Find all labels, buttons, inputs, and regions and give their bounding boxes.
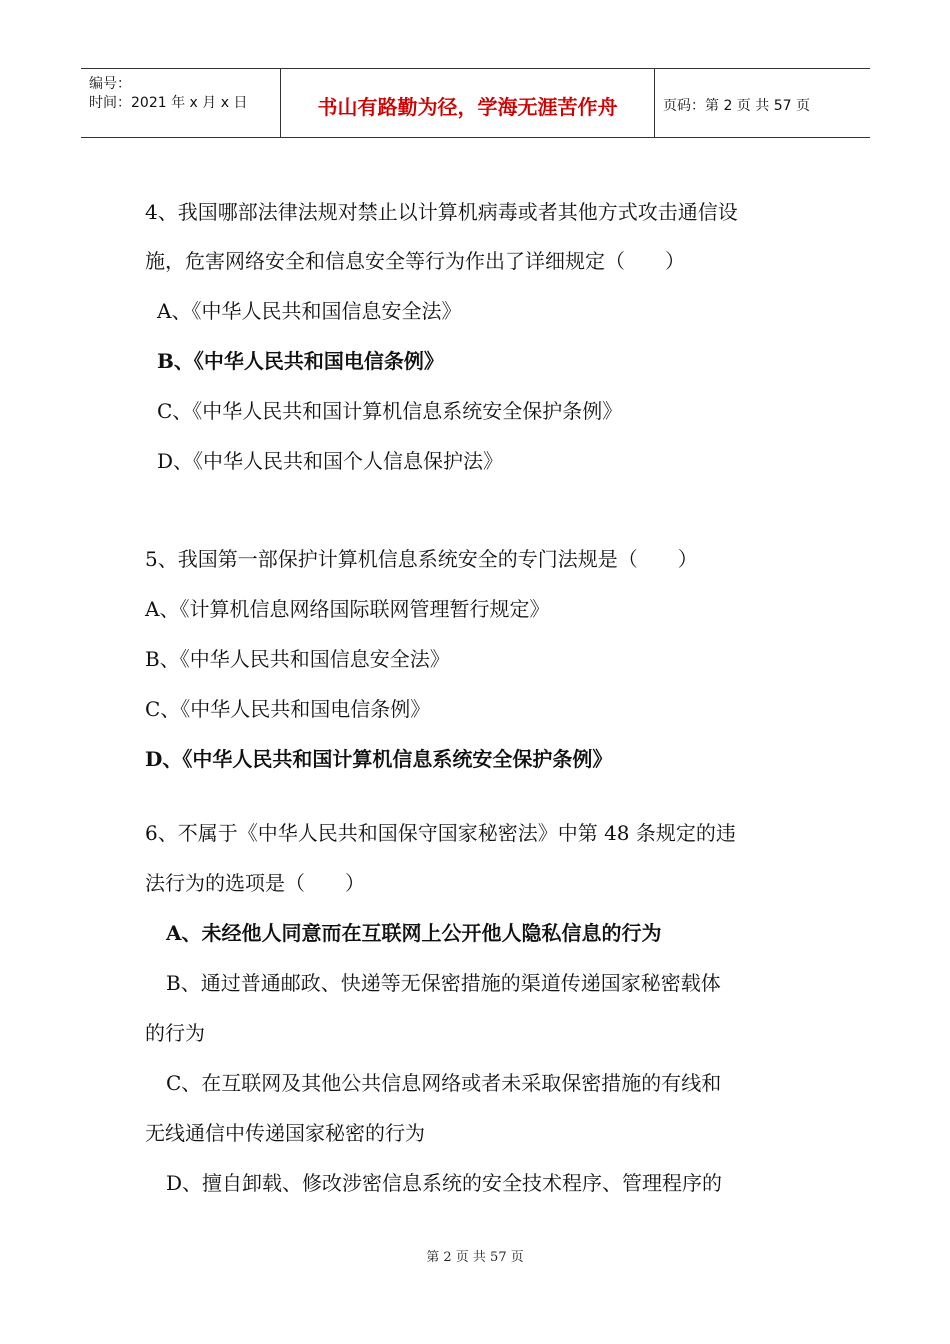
question-4-option-c: C、《中华人民共和国计算机信息系统安全保护条例》 [157,399,623,423]
page-footer: 第 2 页 共 57 页 [426,1250,524,1265]
question-4-text-line-2: 施，危害网络安全和信息安全等行为作出了详细规定（ ） [145,249,685,273]
question-5-option-d-answer: D、《中华人民共和国计算机信息系统安全保护条例》 [145,747,613,771]
header-right-cell [654,69,870,137]
document-date-label: 时间：2021 年 x 月 x 日 [89,95,248,111]
question-4-text-line-1: 4、我国哪部法律法规对禁止以计算机病毒或者其他方式攻击通信设 [145,200,738,224]
question-6-option-b-line-1: B、通过普通邮政、快递等无保密措施的渠道传递国家秘密载体 [166,971,721,995]
header-page-info: 页码：第 2 页 共 57 页 [663,98,810,114]
document-number-label: 编号： [89,76,131,92]
question-5-option-a: A、《计算机信息网络国际联网管理暂行规定》 [145,597,550,621]
question-6-text-line-1: 6、不属于《中华人民共和国保守国家秘密法》中第 48 条规定的违 [145,821,736,845]
question-6-option-c-line-2: 无线通信中传递国家秘密的行为 [145,1121,425,1145]
question-4-option-b-answer: B、《中华人民共和国电信条例》 [157,349,444,373]
question-6-text-line-2: 法行为的选项是（ ） [145,871,365,895]
page-header [81,68,870,138]
header-left-cell [81,69,280,137]
question-6-option-d-line-1: D、擅自卸载、修改涉密信息系统的安全技术程序、管理程序的 [166,1171,723,1195]
question-6-option-b-line-2: 的行为 [145,1021,205,1045]
question-5-option-c: C、《中华人民共和国电信条例》 [145,697,431,721]
header-motto: 书山有路勤为径，学海无涯苦作舟 [317,95,618,119]
question-6-option-c-line-1: C、在互联网及其他公共信息网络或者未采取保密措施的有线和 [166,1071,722,1095]
question-4-option-d: D、《中华人民共和国个人信息保护法》 [157,449,504,473]
question-6-option-a-answer: A、未经他人同意而在互联网上公开他人隐私信息的行为 [166,921,662,945]
header-middle-cell [280,69,655,137]
question-5-text: 5、我国第一部保护计算机信息系统安全的专门法规是（ ） [145,547,698,571]
question-5-option-b: B、《中华人民共和国信息安全法》 [145,647,450,671]
question-4-option-a: A、《中华人民共和国信息安全法》 [157,299,462,323]
